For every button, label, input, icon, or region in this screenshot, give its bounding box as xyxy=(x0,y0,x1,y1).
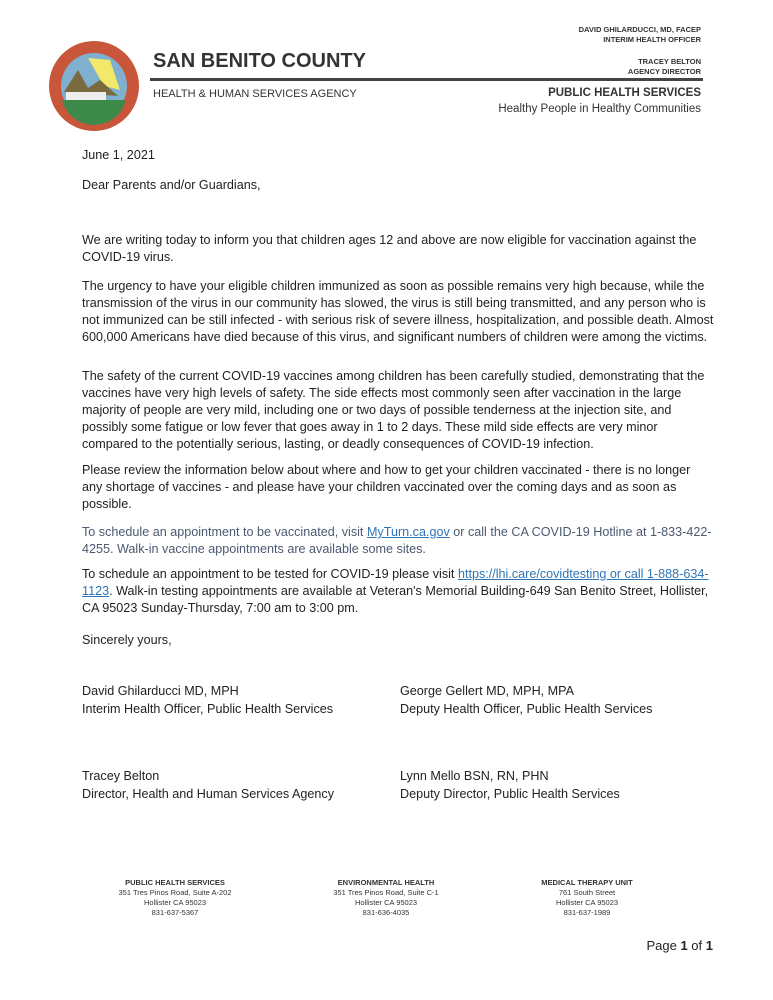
page-total: 1 xyxy=(705,938,713,953)
paragraph-vaccine-schedule xyxy=(82,524,714,558)
office-address: 351 Tres Pinos Road, Suite A-202 xyxy=(118,888,232,897)
myturn-link[interactable]: MyTurn.ca.gov xyxy=(366,525,450,539)
signer-name: Tracey Belton xyxy=(82,769,160,783)
closing: Sincerely yours, xyxy=(82,633,172,647)
office-address: 761 South Street xyxy=(558,888,616,897)
paragraph: The safety of the current COVID-19 vaccines among children has been carefully studied, demonstrating that the vaccines have very high levels of safety. The side effects most commonly seen after vaccination in the large majority of people are very mild, including one or two days of possible tenderness at the injection site, and possibly some fatigue or low fever that goes away in 1 to 2 days. These mild side effects are very minor compared to the potentially serious, lasting, or deadly consequences of COVID-19 infection. xyxy=(82,369,705,451)
office-city: Hollister CA 95023 xyxy=(555,898,619,907)
director-name: TRACEY BELTON xyxy=(638,57,701,66)
letter-date: June 1, 2021 xyxy=(82,148,155,162)
officer-block xyxy=(579,25,701,45)
text: To schedule an appointment to be vaccinated, visit xyxy=(82,525,367,539)
officer-title: INTERIM HEALTH OFFICER xyxy=(603,35,701,44)
signer-title: Interim Health Officer, Public Health Services xyxy=(82,702,334,716)
signer-name: George Gellert MD, MPH, MPA xyxy=(400,684,575,698)
office-phone: 831-636-4035 xyxy=(362,908,410,917)
paragraph: Please review the information below about where and how to get your children vaccinated - there is no longer any shortage of vaccines - and please have your children vaccinated over the coming days and as soon as possible. xyxy=(82,463,691,511)
office-address: 351 Tres Pinos Road, Suite C-1 xyxy=(333,888,439,897)
agency-name: HEALTH & HUMAN SERVICES AGENCY xyxy=(153,88,357,100)
office-city: Hollister CA 95023 xyxy=(143,898,207,907)
page-label: Page xyxy=(646,938,681,953)
signer-name: David Ghilarducci MD, MPH xyxy=(82,684,239,698)
signer-block xyxy=(400,767,620,803)
paragraph: We are writing today to inform you that children ages 12 and above are now eligible for vaccination against the COVID-19 virus. xyxy=(82,233,697,264)
signer-title: Deputy Director, Public Health Services xyxy=(400,787,620,801)
footer-office xyxy=(487,878,687,918)
footer-office xyxy=(75,878,275,918)
signer-block xyxy=(82,682,333,718)
org-name: SAN BENITO COUNTY xyxy=(153,50,366,72)
dept-name: PUBLIC HEALTH SERVICES xyxy=(548,87,701,99)
testing-link[interactable]: https://lhi.care/covidtesting or call 1-888-634-1123 xyxy=(82,567,709,598)
office-city: Hollister CA 95023 xyxy=(354,898,418,907)
text: To schedule an appointment to be tested for COVID-19 please visit xyxy=(82,567,458,581)
page-of: of xyxy=(687,938,706,953)
office-phone: 831-637-5367 xyxy=(151,908,199,917)
header-divider xyxy=(150,78,703,81)
signer-block xyxy=(400,682,652,718)
page-current: 1 xyxy=(680,938,688,953)
signer-title: Director, Health and Human Services Agency xyxy=(82,787,334,801)
signer-block xyxy=(82,767,334,803)
office-name: PUBLIC HEALTH SERVICES xyxy=(125,878,225,887)
office-name: MEDICAL THERAPY UNIT xyxy=(541,878,633,887)
signer-name: Lynn Mello BSN, RN, PHN xyxy=(400,769,549,783)
director-block xyxy=(628,57,701,77)
county-seal-logo xyxy=(48,40,140,132)
salutation: Dear Parents and/or Guardians, xyxy=(82,178,261,192)
paragraph: The urgency to have your eligible children immunized as soon as possible remains very high because, while the transmission of the virus in our community has slowed, the virus is still being transmitted, and any person who is not immunized can be still infected - with serious risk of severe illness, hospitalization, and possible death. Almost 600,000 Americans have died because of this virus, and significant numbers of children were among the victims. xyxy=(82,279,714,344)
director-title: AGENCY DIRECTOR xyxy=(627,67,701,76)
tagline: Healthy People in Healthy Communities xyxy=(498,103,701,115)
paragraph-testing xyxy=(82,566,714,617)
text: or call the CA COVID-19 Hotline at 1-833-422-4255. Walk-in vaccine appointments are available some sites. xyxy=(82,525,712,556)
footer-office xyxy=(286,878,486,918)
officer-name: DAVID GHILARDUCCI, MD, FACEP xyxy=(578,25,701,34)
signer-title: Deputy Health Officer, Public Health Services xyxy=(400,702,653,716)
page-number xyxy=(646,938,713,953)
office-name: ENVIRONMENTAL HEALTH xyxy=(337,878,435,887)
text: . Walk-in testing appointments are available at Veteran's Memorial Building-649 San Benito Street, Hollister, CA 95023 Sunday-Thursday, 7:00 am to 3:00 pm. xyxy=(82,584,709,615)
office-phone: 831-637-1989 xyxy=(563,908,611,917)
